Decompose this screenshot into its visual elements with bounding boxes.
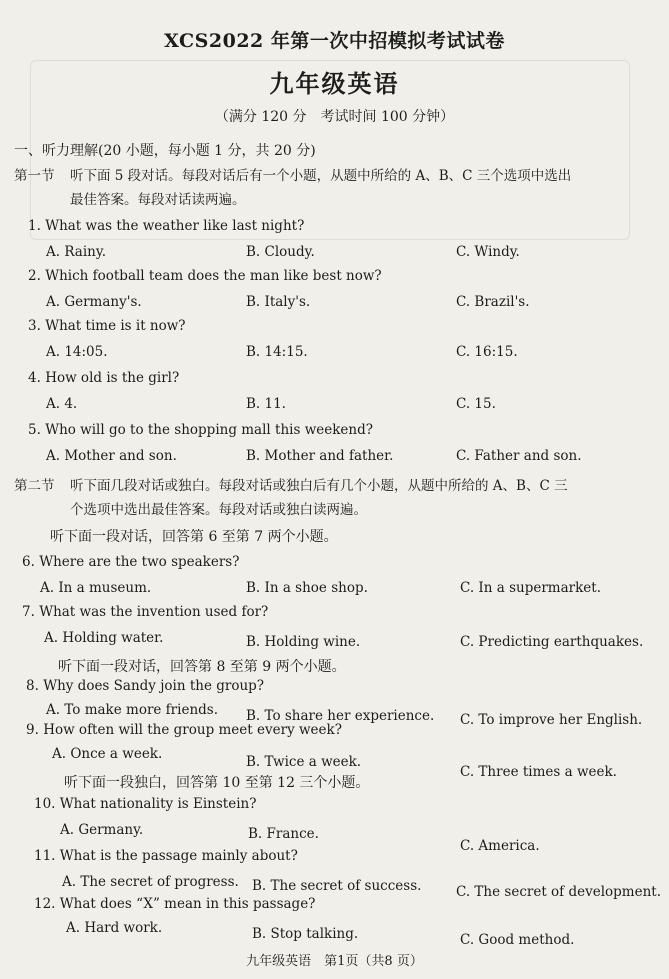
question-8-option-a[interactable]: A. To make more friends. bbox=[46, 702, 218, 718]
question-1-option-c[interactable]: C. Windy. bbox=[456, 244, 520, 260]
question-4-option-a[interactable]: A. 4. bbox=[46, 396, 78, 412]
question-12-option-b[interactable]: B. Stop talking. bbox=[252, 926, 359, 942]
question-9-option-a[interactable]: A. Once a week. bbox=[52, 746, 163, 762]
question-2: 2. Which football team does the man like best now? bbox=[28, 268, 382, 284]
section1-text-a: 听下面 5 段对话。每段对话后有一个小题，从题中所给的 A、B、C 三个选项中选出 bbox=[70, 168, 572, 184]
section1-text-b: 最佳答案。每段对话读两遍。 bbox=[70, 192, 246, 208]
question-8: 8. Why does Sandy join the group? bbox=[26, 678, 265, 694]
part1-heading: 一、听力理解(20 小题，每小题 1 分，共 20 分) bbox=[14, 143, 316, 159]
exam-subject: 九年级英语 bbox=[269, 69, 400, 98]
question-12-option-a[interactable]: A. Hard work. bbox=[66, 920, 163, 936]
question-3: 3. What time is it now? bbox=[28, 318, 186, 334]
question-8-option-c[interactable]: C. To improve her English. bbox=[460, 712, 643, 728]
question-12: 12. What does “X” mean in this passage? bbox=[34, 896, 316, 912]
exam-meta: （满分 120 分 考试时间 100 分钟） bbox=[214, 109, 455, 125]
question-7-option-c[interactable]: C. Predicting earthquakes. bbox=[460, 634, 644, 650]
question-5-option-c[interactable]: C. Father and son. bbox=[456, 448, 582, 464]
question-3-option-a[interactable]: A. 14:05. bbox=[46, 344, 108, 360]
instruction-8-9: 听下面一段对话，回答第 8 至第 9 两个小题。 bbox=[58, 659, 346, 675]
question-6: 6. Where are the two speakers? bbox=[22, 554, 240, 570]
question-10-option-a[interactable]: A. Germany. bbox=[60, 822, 144, 838]
question-9: 9. How often will the group meet every week? bbox=[26, 722, 342, 738]
question-7-option-a[interactable]: A. Holding water. bbox=[44, 630, 164, 646]
question-1-option-a[interactable]: A. Rainy. bbox=[46, 244, 106, 260]
question-11-option-a[interactable]: A. The secret of progress. bbox=[62, 874, 239, 890]
question-6-option-a[interactable]: A. In a museum. bbox=[40, 580, 152, 596]
question-2-option-c[interactable]: C. Brazil's. bbox=[456, 294, 530, 310]
section2-label: 第二节 bbox=[14, 478, 55, 494]
question-7: 7. What was the invention used for? bbox=[22, 604, 269, 620]
question-11: 11. What is the passage mainly about? bbox=[34, 848, 298, 864]
question-2-option-b[interactable]: B. Italy's. bbox=[246, 294, 311, 310]
section2-text-a: 听下面几段对话或独白。每段对话或独白后有几个小题，从题中所给的 A、B、C 三 bbox=[70, 478, 568, 494]
question-8-option-b[interactable]: B. To share her experience. bbox=[246, 708, 435, 724]
exam-title: XCS2022 年第一次中招模拟考试试卷 bbox=[164, 30, 505, 52]
instruction-6-7: 听下面一段对话，回答第 6 至第 7 两个小题。 bbox=[50, 529, 338, 545]
question-6-option-b[interactable]: B. In a shoe shop. bbox=[246, 580, 368, 596]
question-5: 5. Who will go to the shopping mall this weekend? bbox=[28, 422, 373, 438]
question-10-option-b[interactable]: B. France. bbox=[248, 826, 319, 842]
question-5-option-a[interactable]: A. Mother and son. bbox=[46, 448, 177, 464]
section2-text-b: 个选项中选出最佳答案。每段对话或独白读两遍。 bbox=[70, 502, 367, 518]
question-3-option-c[interactable]: C. 16:15. bbox=[456, 344, 518, 360]
instruction-10-12: 听下面一段独白，回答第 10 至第 12 三个小题。 bbox=[64, 775, 370, 791]
question-12-option-c[interactable]: C. Good method. bbox=[460, 932, 575, 948]
question-6-option-c[interactable]: C. In a supermarket. bbox=[460, 580, 601, 596]
page-footer: 九年级英语 第1页（共8 页） bbox=[246, 954, 423, 969]
question-4: 4. How old is the girl? bbox=[28, 370, 180, 386]
question-5-option-b[interactable]: B. Mother and father. bbox=[246, 448, 394, 464]
question-3-option-b[interactable]: B. 14:15. bbox=[246, 344, 308, 360]
section1-label: 第一节 bbox=[14, 168, 55, 184]
question-11-option-b[interactable]: B. The secret of success. bbox=[252, 878, 422, 894]
question-1: 1. What was the weather like last night? bbox=[28, 218, 305, 234]
question-10-option-c[interactable]: C. America. bbox=[460, 838, 540, 854]
question-2-option-a[interactable]: A. Germany's. bbox=[46, 294, 142, 310]
question-11-option-c[interactable]: C. The secret of development. bbox=[456, 884, 661, 900]
question-9-option-c[interactable]: C. Three times a week. bbox=[460, 764, 617, 780]
question-4-option-c[interactable]: C. 15. bbox=[456, 396, 496, 412]
question-1-option-b[interactable]: B. Cloudy. bbox=[246, 244, 315, 260]
question-10: 10. What nationality is Einstein? bbox=[34, 796, 257, 812]
question-4-option-b[interactable]: B. 11. bbox=[246, 396, 286, 412]
question-9-option-b[interactable]: B. Twice a week. bbox=[246, 754, 362, 770]
question-7-option-b[interactable]: B. Holding wine. bbox=[246, 634, 361, 650]
